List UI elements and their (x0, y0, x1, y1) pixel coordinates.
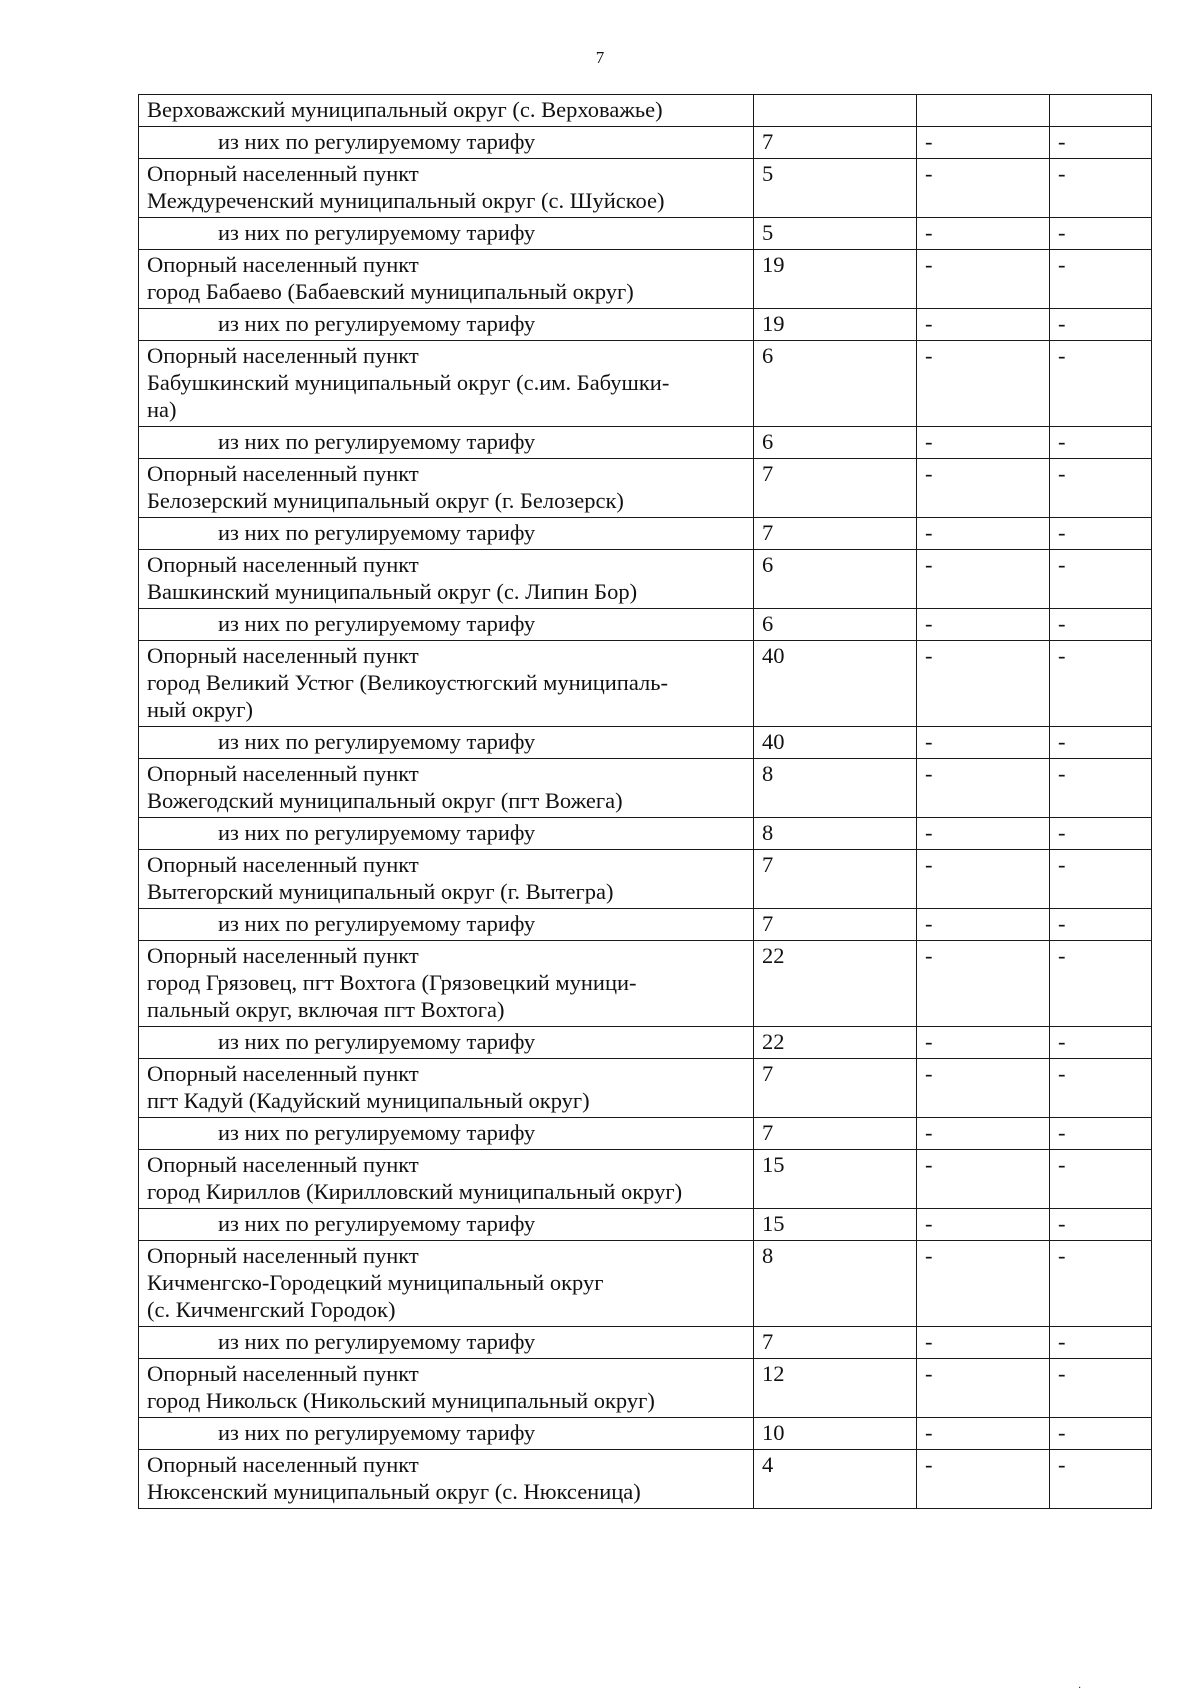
table-row-subtotal (139, 1327, 1152, 1359)
col3-cell: - (917, 759, 1050, 818)
value-cell: 6 (754, 341, 917, 427)
row-name-line: (с. Кичменгский Городок) (147, 1297, 396, 1322)
value-cell: 10 (754, 1418, 917, 1450)
table-row-subtotal (139, 609, 1152, 641)
col3-cell: - (917, 427, 1050, 459)
row-name-line: Кичменгско-Городецкий муниципальный округ (147, 1270, 604, 1295)
table-row (139, 159, 1152, 218)
row-name-line: Опорный населенный пункт (147, 1152, 419, 1177)
table-row (139, 1059, 1152, 1118)
page-number: 7 (595, 48, 605, 67)
col3-cell: - (917, 159, 1050, 218)
row-name-line: из них по регулируемому тарифу (218, 820, 536, 845)
value-cell: 7 (754, 909, 917, 941)
row-name-cell (139, 1327, 754, 1359)
value-cell: 19 (754, 309, 917, 341)
row-name-line: Бабушкинский муниципальный округ (с.им. Бабушки- (147, 370, 670, 395)
row-name-line: Опорный населенный пункт (147, 552, 419, 577)
row-name-cell (139, 1150, 754, 1209)
row-name-cell (139, 609, 754, 641)
table-row (139, 250, 1152, 309)
table-row-subtotal (139, 909, 1152, 941)
row-name-line: Верховажский муниципальный округ (с. Верховажье) (147, 97, 663, 122)
row-name-cell (139, 218, 754, 250)
col3-cell: - (917, 309, 1050, 341)
row-name-line: из них по регулируемому тарифу (218, 1029, 536, 1054)
col4-cell: - (1050, 759, 1152, 818)
row-name-line: Опорный населенный пункт (147, 852, 419, 877)
col3-cell: - (917, 518, 1050, 550)
row-name-line: город Бабаево (Бабаевский муниципальный округ) (147, 279, 634, 304)
table-row-subtotal (139, 727, 1152, 759)
col3-cell: - (917, 1418, 1050, 1450)
col3-cell: - (917, 127, 1050, 159)
col4-cell: - (1050, 818, 1152, 850)
row-name-line: Вытегорский муниципальный округ (г. Вытегра) (147, 879, 614, 904)
row-name-cell (139, 850, 754, 909)
col3-cell: - (917, 1450, 1050, 1509)
row-name-cell (139, 641, 754, 727)
col4-cell: - (1050, 1241, 1152, 1327)
row-name-cell (139, 1450, 754, 1509)
row-name-line: город Кириллов (Кирилловский муниципальный округ) (147, 1179, 683, 1204)
row-name-line: из них по регулируемому тарифу (218, 429, 536, 454)
row-name-line: из них по регулируемому тарифу (218, 1211, 536, 1236)
value-cell: 7 (754, 459, 917, 518)
col3-cell (917, 95, 1050, 127)
col3-cell: - (917, 218, 1050, 250)
col4-cell: - (1050, 1027, 1152, 1059)
col3-cell: - (917, 550, 1050, 609)
value-cell: 8 (754, 1241, 917, 1327)
value-cell: 7 (754, 1327, 917, 1359)
col3-cell: - (917, 1359, 1050, 1418)
row-name-line: Опорный населенный пункт (147, 461, 419, 486)
value-cell: 12 (754, 1359, 917, 1418)
col3-cell: - (917, 909, 1050, 941)
value-cell: 7 (754, 518, 917, 550)
col4-cell (1050, 95, 1152, 127)
row-name-line: из них по регулируемому тарифу (218, 311, 536, 336)
row-name-cell (139, 95, 754, 127)
col4-cell: - (1050, 1209, 1152, 1241)
row-name-cell (139, 818, 754, 850)
row-name-cell (139, 341, 754, 427)
row-name-cell (139, 1118, 754, 1150)
row-name-line: город Великий Устюг (Великоустюгский муниципаль- (147, 670, 668, 695)
table-body (139, 95, 1152, 1509)
table-row-subtotal (139, 1418, 1152, 1450)
col3-cell: - (917, 1150, 1050, 1209)
row-name-cell (139, 1059, 754, 1118)
table-row-subtotal (139, 427, 1152, 459)
row-name-line: из них по регулируемому тарифу (218, 611, 536, 636)
row-name-line: из них по регулируемому тарифу (218, 1329, 536, 1354)
value-cell: 19 (754, 250, 917, 309)
value-cell: 15 (754, 1209, 917, 1241)
row-name-line: Опорный населенный пункт (147, 943, 419, 968)
row-name-line: Вашкинский муниципальный округ (с. Липин Бор) (147, 579, 638, 604)
row-name-line: из них по регулируемому тарифу (218, 520, 536, 545)
row-name-cell (139, 127, 754, 159)
value-cell: 8 (754, 759, 917, 818)
row-name-line: ный округ) (147, 697, 253, 722)
table-row (139, 95, 1152, 127)
table-row (139, 550, 1152, 609)
col3-cell: - (917, 1027, 1050, 1059)
table-row (139, 341, 1152, 427)
row-name-cell (139, 941, 754, 1027)
col4-cell: - (1050, 1450, 1152, 1509)
col4-cell: - (1050, 941, 1152, 1027)
row-name-line: из них по регулируемому тарифу (218, 911, 536, 936)
value-cell: 5 (754, 159, 917, 218)
row-name-line: Вожегодский муниципальный округ (пгт Вожега) (147, 788, 623, 813)
row-name-cell (139, 909, 754, 941)
table-row (139, 641, 1152, 727)
col3-cell: - (917, 1118, 1050, 1150)
row-name-line: Опорный населенный пункт (147, 1061, 419, 1086)
col3-cell: - (917, 250, 1050, 309)
col4-cell: - (1050, 1327, 1152, 1359)
col4-cell: - (1050, 1059, 1152, 1118)
table-row (139, 941, 1152, 1027)
row-name-cell (139, 1027, 754, 1059)
scan-mark: · (1078, 1683, 1082, 1694)
col4-cell: - (1050, 1150, 1152, 1209)
table-row (139, 850, 1152, 909)
row-name-line: пгт Кадуй (Кадуйский муниципальный округ) (147, 1088, 590, 1113)
value-cell: 40 (754, 727, 917, 759)
col3-cell: - (917, 727, 1050, 759)
row-name-line: из них по регулируемому тарифу (218, 1420, 536, 1445)
col3-cell: - (917, 1209, 1050, 1241)
row-name-line: Опорный населенный пункт (147, 252, 419, 277)
row-name-line: на) (147, 397, 177, 422)
value-cell: 7 (754, 850, 917, 909)
value-cell (754, 95, 917, 127)
row-name-line: Нюксенский муниципальный округ (с. Нюксеница) (147, 1479, 641, 1504)
table-row (139, 1359, 1152, 1418)
row-name-cell (139, 427, 754, 459)
col4-cell: - (1050, 341, 1152, 427)
col3-cell: - (917, 941, 1050, 1027)
col4-cell: - (1050, 909, 1152, 941)
col4-cell: - (1050, 609, 1152, 641)
value-cell: 7 (754, 1059, 917, 1118)
tariff-table (138, 94, 1152, 1509)
value-cell: 40 (754, 641, 917, 727)
col3-cell: - (917, 609, 1050, 641)
col4-cell: - (1050, 641, 1152, 727)
value-cell: 6 (754, 550, 917, 609)
row-name-cell (139, 159, 754, 218)
table-row (139, 1241, 1152, 1327)
row-name-cell (139, 1359, 754, 1418)
row-name-cell (139, 1418, 754, 1450)
col3-cell: - (917, 1059, 1050, 1118)
value-cell: 15 (754, 1150, 917, 1209)
value-cell: 6 (754, 427, 917, 459)
table-row-subtotal (139, 1209, 1152, 1241)
table-row-subtotal (139, 218, 1152, 250)
row-name-cell (139, 1209, 754, 1241)
col4-cell: - (1050, 1418, 1152, 1450)
row-name-line: Опорный населенный пункт (147, 161, 419, 186)
row-name-line: пальный округ, включая пгт Вохтога) (147, 997, 505, 1022)
col4-cell: - (1050, 250, 1152, 309)
value-cell: 22 (754, 1027, 917, 1059)
table-row-subtotal (139, 1118, 1152, 1150)
value-cell: 8 (754, 818, 917, 850)
col4-cell: - (1050, 727, 1152, 759)
row-name-line: из них по регулируемому тарифу (218, 729, 536, 754)
table-row-subtotal (139, 818, 1152, 850)
col4-cell: - (1050, 459, 1152, 518)
table-row (139, 459, 1152, 518)
row-name-line: Опорный населенный пункт (147, 1452, 419, 1477)
col4-cell: - (1050, 1118, 1152, 1150)
value-cell: 4 (754, 1450, 917, 1509)
col4-cell: - (1050, 850, 1152, 909)
row-name-cell (139, 459, 754, 518)
table-row-subtotal (139, 1027, 1152, 1059)
row-name-line: город Грязовец, пгт Вохтога (Грязовецкий муници- (147, 970, 637, 995)
col3-cell: - (917, 1241, 1050, 1327)
value-cell: 6 (754, 609, 917, 641)
col4-cell: - (1050, 1359, 1152, 1418)
value-cell: 5 (754, 218, 917, 250)
row-name-cell (139, 550, 754, 609)
row-name-line: Опорный населенный пункт (147, 1361, 419, 1386)
value-cell: 7 (754, 127, 917, 159)
row-name-line: из них по регулируемому тарифу (218, 220, 536, 245)
row-name-line: Опорный населенный пункт (147, 343, 419, 368)
row-name-cell (139, 759, 754, 818)
row-name-cell (139, 518, 754, 550)
table-row-subtotal (139, 127, 1152, 159)
row-name-line: город Никольск (Никольский муниципальный округ) (147, 1388, 655, 1413)
col3-cell: - (917, 818, 1050, 850)
col4-cell: - (1050, 427, 1152, 459)
value-cell: 22 (754, 941, 917, 1027)
row-name-line: Междуреченский муниципальный округ (с. Шуйское) (147, 188, 665, 213)
col4-cell: - (1050, 550, 1152, 609)
table-row (139, 1450, 1152, 1509)
row-name-line: Опорный населенный пункт (147, 1243, 419, 1268)
row-name-cell (139, 727, 754, 759)
col4-cell: - (1050, 159, 1152, 218)
col3-cell: - (917, 341, 1050, 427)
table-row-subtotal (139, 518, 1152, 550)
table-row (139, 759, 1152, 818)
col4-cell: - (1050, 518, 1152, 550)
row-name-line: Опорный населенный пункт (147, 643, 419, 668)
col3-cell: - (917, 1327, 1050, 1359)
table-row-subtotal (139, 309, 1152, 341)
col3-cell: - (917, 641, 1050, 727)
row-name-line: из них по регулируемому тарифу (218, 129, 536, 154)
col4-cell: - (1050, 309, 1152, 341)
col4-cell: - (1050, 218, 1152, 250)
row-name-line: Белозерский муниципальный округ (г. Белозерск) (147, 488, 624, 513)
row-name-line: Опорный населенный пункт (147, 761, 419, 786)
value-cell: 7 (754, 1118, 917, 1150)
row-name-cell (139, 309, 754, 341)
row-name-line: из них по регулируемому тарифу (218, 1120, 536, 1145)
table-row (139, 1150, 1152, 1209)
col3-cell: - (917, 850, 1050, 909)
row-name-cell (139, 250, 754, 309)
col4-cell: - (1050, 127, 1152, 159)
col3-cell: - (917, 459, 1050, 518)
row-name-cell (139, 1241, 754, 1327)
